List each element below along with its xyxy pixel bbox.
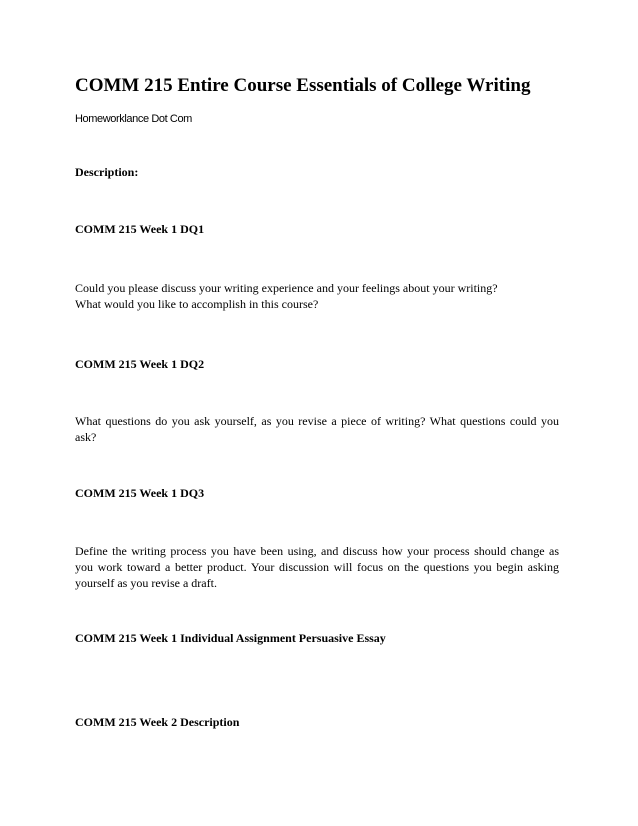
body-line: yourself as you revise a draft.: [75, 576, 217, 590]
section-heading-week1-dq2: COMM 215 Week 1 DQ2: [75, 357, 205, 371]
section-heading-week1-dq1: COMM 215 Week 1 DQ1: [75, 222, 205, 236]
description-label: Description:: [75, 165, 139, 179]
body-line: you work toward a better product. Your discussion will focus on the questions you begin asking: [75, 560, 559, 574]
document-author: Homeworklance Dot Com: [75, 113, 192, 125]
body-line: ask?: [75, 430, 97, 444]
body-line: What would you like to accomplish in this course?: [75, 297, 319, 311]
section-heading-week2-description: COMM 215 Week 2 Description: [75, 715, 240, 729]
body-line: What questions do you ask yourself, as you revise a piece of writing? What questions could you: [75, 414, 559, 428]
section-heading-week1-individual-assignment: COMM 215 Week 1 Individual Assignment Persuasive Essay: [75, 631, 386, 645]
section-body-week1-dq2: [75, 413, 559, 445]
section-heading-week1-dq3: COMM 215 Week 1 DQ3: [75, 486, 205, 500]
body-line: Could you please discuss your writing experience and your feelings about your writing?: [75, 281, 498, 295]
section-body-week1-dq3: [75, 543, 559, 591]
document-title: COMM 215 Entire Course Essentials of College Writing: [75, 75, 531, 96]
body-line: Define the writing process you have been using, and discuss how your process should change as: [75, 544, 559, 558]
section-body-week1-dq1: [75, 280, 498, 312]
